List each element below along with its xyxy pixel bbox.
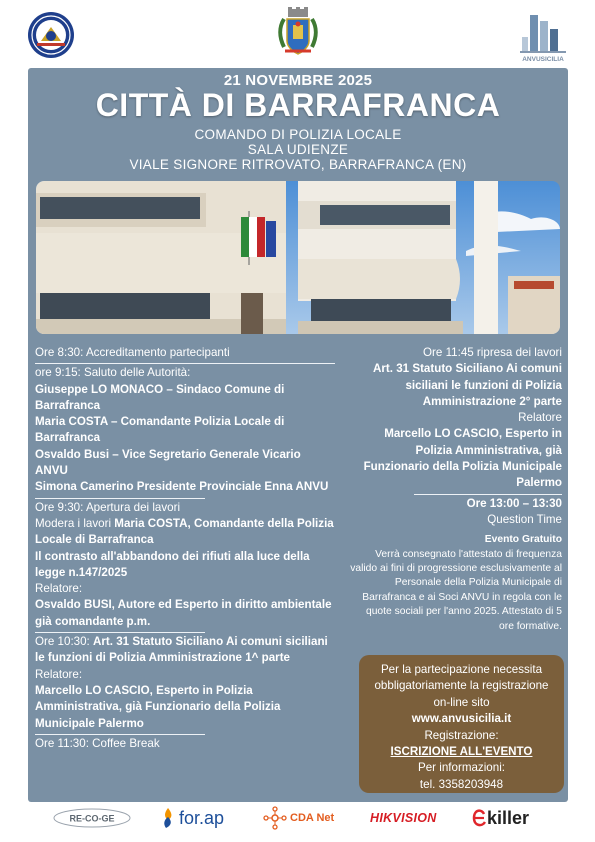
program-moderator [35,516,335,549]
speaker-label: Relatore: [35,667,83,681]
building-photo [36,181,560,334]
speaker-label: Relatore: [35,582,83,596]
poster-panel [28,68,568,802]
free-event-title: Evento Gratuito [484,534,562,546]
anvu-sicilia-logo [518,11,568,63]
registration-label: Registrazione: [424,728,499,742]
info-label: Per informazioni: [418,761,505,775]
speaker-busi: Osvaldo BUSI, Autore ed Esperto in diritto ambientale già comandante p.m. [35,598,332,628]
divider [35,363,335,364]
sponsor-recoge-logo [52,806,132,830]
divider [35,632,205,633]
question-time-hours: Ore 13:00 – 13:30 [466,496,562,510]
program-item-accreditation [35,345,335,361]
topic-waste: Il contrasto all'abbandono dei rifiuti alla luce della legge n.147/2025 [35,549,310,579]
sponsor-ekiller-text: killer [487,807,530,828]
svg-text:RE-CO-GE [70,814,115,824]
program-time: Ore 10:30: [35,635,90,649]
program-text: Accreditamento partecipanti [85,346,230,359]
sponsor-ekiller-logo [472,806,552,830]
moderator-name: Maria COSTA, Comandante della Polizia Locale di Barrafranca [35,516,334,547]
program-topic-2: Art. 31 Statuto Siciliano Ai comuni siciliani le funzioni di Polizia Amministrazione 2° parte [373,362,562,408]
authority-vice-secretary: Osvaldo Busi – Vice Segretario Generale Vicario ANVU [35,447,301,478]
program-item-greetings [35,365,335,381]
event-date: 21 NOVEMBRE 2025 [223,72,373,89]
sponsor-hikvision-text: HIKVISION [370,811,437,825]
registration-link[interactable]: ISCRIZIONE ALL'EVENTO [390,745,533,759]
info-phone[interactable]: tel. 3358203948 [419,777,504,791]
free-event-text: Verrà consegnato l'attestato di frequenza valido ai fini di progressione esclusivamente al Personale della Polizia Municipale di Barrafranca e ai Soci ANVU in regola con le quote sociali per l'anno 2025. Attestato di 5 ore formative. [350,548,562,632]
program-time: Ore 8:30: [35,346,84,359]
subtitle-line-1: COMANDO DI POLIZIA LOCALE [194,127,402,142]
program-text: Apertura dei lavori [85,500,181,514]
authority-president: Simona Camerino Presidente Provinciale Enna ANVU [35,480,329,494]
sponsor-forap-text: for.ap [179,807,225,828]
divider [414,494,562,495]
event-city-title: CITTÀ DI BARRAFRANCA [95,87,501,123]
sponsor-hikvision-logo [370,806,450,830]
speaker-label: Relatore [518,411,562,425]
divider [35,498,205,499]
program-topic: Art. 31 Statuto Siciliano Ai comuni siciliani le funzioni di Polizia Amministrazione 1^ parte [35,635,328,665]
authority-commander: Maria COSTA – Comandante Polizia Locale di Barrafranca [35,415,285,445]
program-item-opening [35,500,335,516]
question-time-label: Question Time [487,512,562,526]
sponsor-forap-logo [160,806,236,830]
registration-site-link[interactable]: www.anvusicilia.it [411,712,512,726]
barrafranca-coat-of-arms-icon [277,7,319,63]
program-item-coffee [35,736,335,752]
polizia-locale-logo [27,11,75,59]
svg-text:ANVUSICILIA [522,56,564,63]
subtitle-line-2: SALA UDIENZE [247,142,349,157]
authority-mayor: Giuseppe LO MONACO – Sindaco Comune di Barrafranca [35,382,285,412]
program-resume: Ore 11:45 ripresa dei lavori [423,346,562,359]
program-right-column [350,345,562,634]
divider [35,734,205,735]
program-item-1030 [35,634,335,667]
sponsor-cdanet-logo [263,806,343,830]
sponsor-cdanet-text: CDA Net [290,812,335,824]
anvu-sicilia-label: ANVUSICILIA [522,56,564,63]
cdanet-mark-icon [263,806,287,830]
sponsor-recoge-text: RE-CO-GE [69,813,115,824]
registration-box [359,655,564,793]
speaker-lo-cascio-2: Marcello LO CASCIO, Esperto in Polizia Amministrativa, già Funzionario della Polizia Municipale Palermo [363,427,562,490]
subtitle-line-3: VIALE SIGNORE RITROVATO, BARRAFRANCA (EN) [129,157,467,172]
program-time: Ore 11:30: [35,736,89,750]
program-text: Coffee Break [92,736,160,750]
program-text: Saluto delle Autorità: [84,366,191,380]
registration-text: Per la partecipazione necessita obbligatoriamente la registrazione on-line sito [374,663,549,709]
program-left-column [35,345,335,752]
ekiller-e-mark-icon [472,808,486,828]
moderator-prefix: Modera i lavori [35,516,112,530]
forap-mark-icon [160,807,176,829]
program-time: ore 9:15: [35,366,81,380]
program-time: Ore 9:30: [35,500,84,514]
speaker-lo-cascio: Marcello LO CASCIO, Esperto in Polizia Amministrativa, già Funzionario della Polizia Municipale Palermo [35,683,281,730]
